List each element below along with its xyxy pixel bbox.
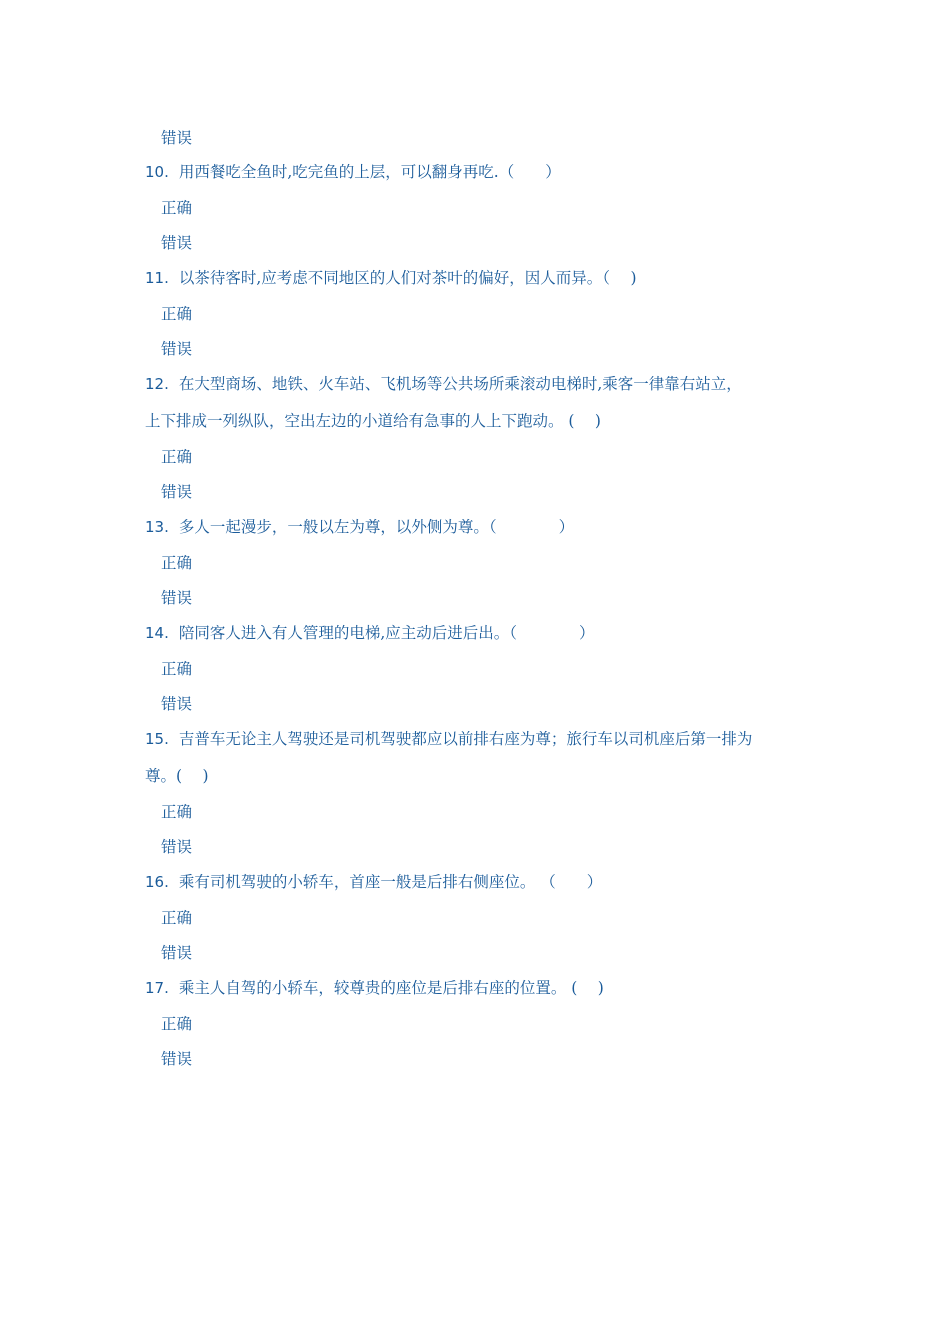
question-14 [145, 623, 595, 643]
question-text: 多人一起漫步，一般以左为尊，以外侧为尊。（ ） [178, 518, 575, 536]
question-text: 用西餐吃全鱼时,吃完鱼的上层，可以翻身再吃.（ ） [178, 163, 561, 181]
answer-option-wrong: 错误 [161, 589, 193, 607]
question-13 [145, 517, 574, 537]
question-text: 在大型商场、地铁、火车站、飞机场等公共场所乘滚动电梯时,乘客一律靠右站立， [178, 375, 742, 393]
question-11 [145, 268, 637, 288]
question-number: 13. [145, 518, 169, 536]
answer-option-wrong: 错误 [161, 483, 193, 501]
answer-option-wrong: 错误 [161, 1050, 193, 1068]
question-number: 15. [145, 730, 169, 748]
question-10 [145, 162, 561, 182]
answer-option-correct: 正确 [161, 199, 193, 217]
answer-option-correct: 正确 [161, 554, 193, 572]
question-number: 17. [145, 979, 169, 997]
question-number: 16. [145, 873, 169, 891]
question-text-continued: 尊。( ) [145, 767, 209, 785]
answer-option-correct: 正确 [161, 909, 193, 927]
question-text: 乘主人自驾的小轿车，较尊贵的座位是后排右座的位置。 ( ) [178, 979, 604, 997]
answer-option-correct: 正确 [161, 1015, 193, 1033]
question-16 [145, 872, 602, 892]
question-number: 12. [145, 375, 169, 393]
answer-option-correct: 正确 [161, 660, 193, 678]
answer-option-wrong: 错误 [161, 838, 193, 856]
question-text: 吉普车无论主人驾驶还是司机驾驶都应以前排右座为尊；旅行车以司机座后第一排为 [178, 730, 753, 748]
answer-option-wrong: 错误 [161, 340, 193, 358]
question-12 [145, 374, 742, 394]
question-number: 14. [145, 624, 169, 642]
answer-option-wrong: 错误 [161, 129, 193, 147]
question-text: 陪同客人进入有人管理的电梯,应主动后进后出。（ ） [178, 624, 595, 642]
question-text: 以茶待客时,应考虑不同地区的人们对茶叶的偏好，因人而异。（ ) [178, 269, 637, 287]
question-15 [145, 729, 752, 749]
answer-option-correct: 正确 [161, 803, 193, 821]
answer-option-correct: 正确 [161, 448, 193, 466]
question-number: 10. [145, 163, 169, 181]
question-17 [145, 978, 604, 998]
answer-option-wrong: 错误 [161, 695, 193, 713]
answer-option-wrong: 错误 [161, 234, 193, 252]
question-text: 乘有司机驾驶的小轿车，首座一般是后排右侧座位。 （ ） [178, 873, 603, 891]
question-text-continued: 上下排成一列纵队，空出左边的小道给有急事的人上下跑动。 ( ) [145, 412, 601, 430]
answer-option-wrong: 错误 [161, 944, 193, 962]
answer-option-correct: 正确 [161, 305, 193, 323]
question-number: 11. [145, 269, 169, 287]
